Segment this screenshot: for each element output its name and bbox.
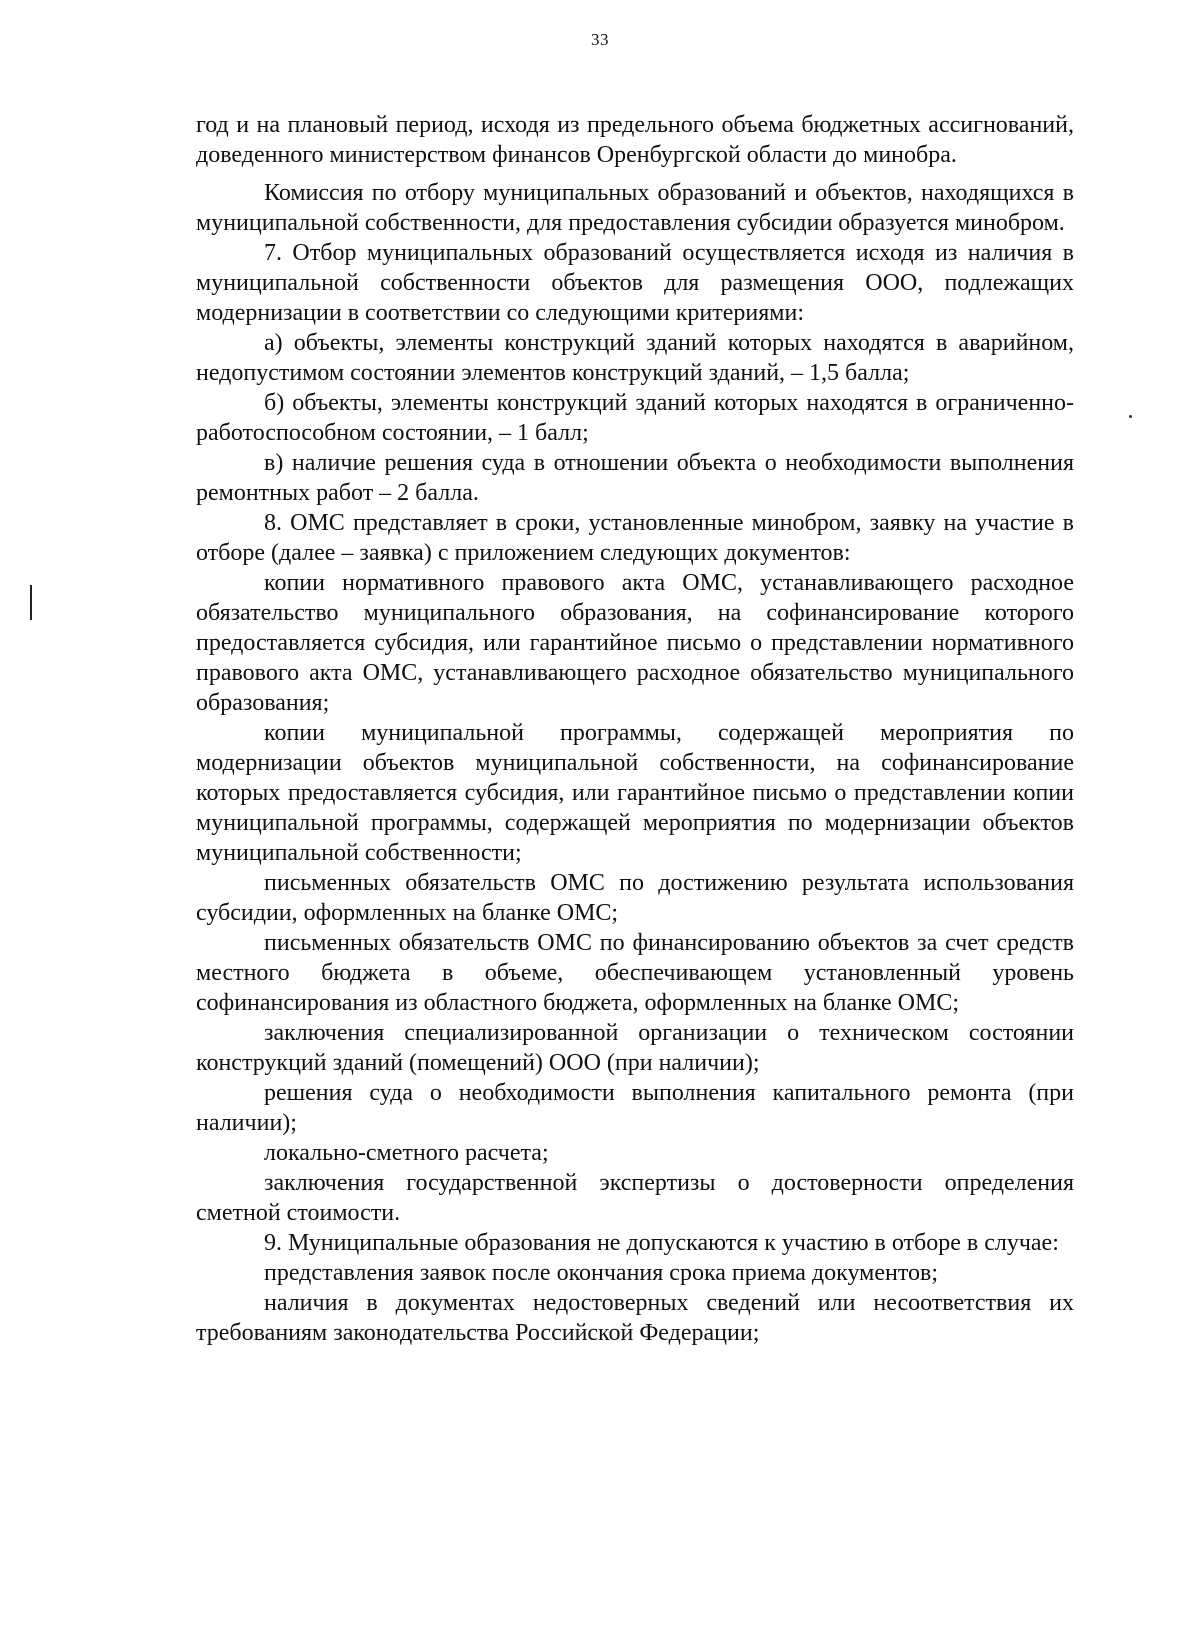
page-number: 33 xyxy=(591,30,609,49)
criterion-c: в) наличие решения суда в отношении объекта о необходимости выполнения ремонтных работ – 2 балла. xyxy=(196,450,1074,506)
document-item-expertise: заключения государственной экспертизы о достоверности определения сметной стоимости. xyxy=(196,1170,1074,1226)
paragraph-item-9: 9. Муниципальные образования не допускаются к участию в отборе в случае: xyxy=(264,1230,1059,1256)
paragraph-item-8: 8. ОМС представляет в сроки, установленные минобром, заявку на участие в отборе (далее – заявка) с приложением следующих документов: xyxy=(196,510,1074,566)
exclusion-late-submission: представления заявок после окончания срока приема документов; xyxy=(264,1260,938,1286)
document-item-technical-conclusion: заключения специализированной организации о техническом состоянии конструкций зданий (помещений) ООО (при наличии); xyxy=(196,1020,1074,1076)
criterion-a: а) объекты, элементы конструкций зданий которых находятся в аварийном, недопустимом состоянии элементов конструкций зданий, – 1,5 балла; xyxy=(196,330,1074,386)
document-item-financing-obligations: письменных обязательств ОМС по финансированию объектов за счет средств местного бюджета в объеме, обеспечивающем установленный уровень софинансирования из областного бюджета, оформленных на бланке ОМС; xyxy=(196,930,1074,1016)
document-item-municipal-program: копии муниципальной программы, содержащей мероприятия по модернизации объектов муниципальной собственности, на софинансирование которых предоставляется субсидия, или гарантийное письмо о представлении копии муниципальной программы, содержащей мероприятия по модернизации объектов муниципальной собственности; xyxy=(196,720,1074,866)
paragraph-commission: Комиссия по отбору муниципальных образований и объектов, находящихся в муниципальной собственности, для предоставления субсидии образуется минобром. xyxy=(196,180,1074,236)
paragraph-continuation: год и на плановый период, исходя из предельного объема бюджетных ассигнований, доведенного министерством финансов Оренбургской области до минобра. xyxy=(196,112,1074,168)
document-item-result-obligations: письменных обязательств ОМС по достижению результата использования субсидии, оформленных на бланке ОМС; xyxy=(196,870,1074,926)
exclusion-unreliable-info: наличия в документах недостоверных сведений или несоответствия их требованиям законодательства Российской Федерации; xyxy=(196,1290,1074,1346)
paragraph-item-7: 7. Отбор муниципальных образований осуществляется исходя из наличия в муниципальной собственности объектов для размещения ООО, подлежащих модернизации в соответствии со следующими критериями: xyxy=(196,240,1074,326)
document-body xyxy=(196,110,1074,1348)
document-item-normative-act: копии нормативного правового акта ОМС, устанавливающего расходное обязательство муниципального образования, на софинансирование которого предоставляется субсидия, или гарантийное письмо о представлении нормативного правового акта ОМС, устанавливающего расходное обязательство муниципального образования; xyxy=(196,570,1074,716)
criterion-b: б) объекты, элементы конструкций зданий которых находятся в ограниченно-работоспособном состоянии, – 1 балл; xyxy=(196,390,1074,446)
scan-dot-mark xyxy=(1129,415,1132,418)
document-item-estimate: локально-сметного расчета; xyxy=(264,1140,549,1166)
document-item-court-decision: решения суда о необходимости выполнения капитального ремонта (при наличии); xyxy=(196,1080,1074,1136)
scan-margin-mark xyxy=(30,585,32,620)
